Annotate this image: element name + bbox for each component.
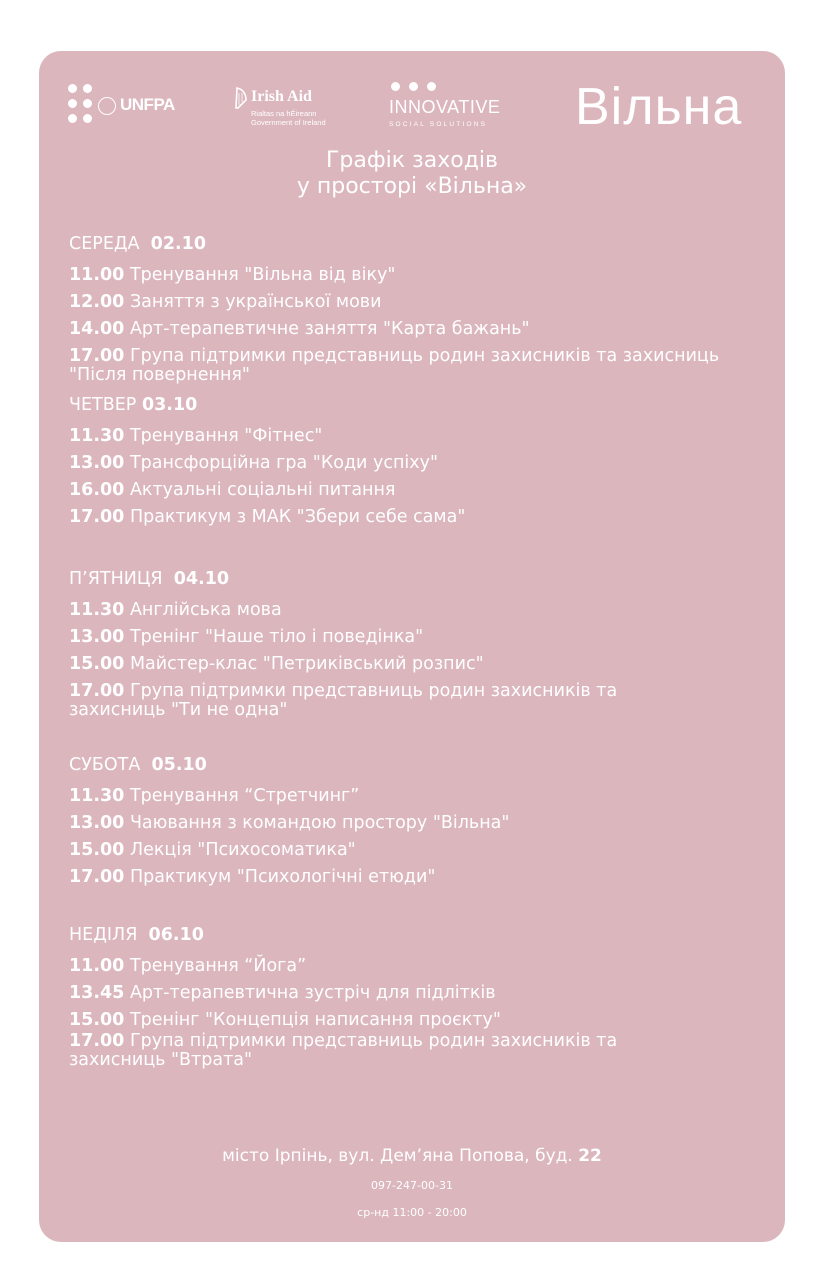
event-item: 17.00 Практикум "Психологічні етюди" [69, 867, 436, 887]
event-item: 17.00 Практикум з МАК "Збери себе сама" [69, 507, 466, 527]
event-item: 15.00 Тренінг "Концепція написання проєкту" [69, 1010, 501, 1030]
event-item: 16.00 Актуальні соціальні питання [69, 480, 396, 500]
event-item: 11.00 Тренування "Вільна від віку" [69, 265, 396, 285]
event-item: 15.00 Майстер-клас "Петриківський розпис" [69, 654, 484, 674]
harp-icon [234, 87, 248, 109]
phone-number: 097-247-00-31 [371, 1179, 453, 1192]
event-item: 13.00 Трансфорційна гра "Коди успіху" [69, 453, 439, 473]
opening-hours: ср-нд 11:00 - 20:00 [357, 1206, 467, 1219]
event-item: 11.00 Тренування “Йога” [69, 956, 307, 976]
title-line-2: у просторі «Вільна» [296, 174, 528, 199]
event-item: 13.00 Тренінг "Наше тіло і поведінка" [69, 627, 424, 647]
schedule-list [69, 235, 781, 1070]
unfpa-logo [68, 82, 173, 130]
event-item: 11.30 Англійська мова [69, 600, 282, 620]
innovative-social-solutions-logo [387, 82, 517, 132]
day-heading: ЧЕТВЕР 03.10 [69, 395, 198, 415]
day-heading: СЕРЕДА 02.10 [69, 234, 207, 254]
innovative-subtitle: SOCIAL SOLUTIONS [389, 121, 488, 128]
brand-logo: Вільна [575, 78, 743, 136]
event-item: 17.00 Група підтримки представниць родин захисників та захисниць "Ти не одна" [69, 681, 618, 720]
event-item: 13.45 Арт-терапевтична зустріч для підлітків [69, 983, 496, 1003]
event-item: 11.30 Тренування "Фітнес" [69, 426, 323, 446]
event-item: 17.00 Група підтримки представниць родин захисників та захисниць "Після повернення" [69, 346, 720, 385]
schedule-poster [39, 51, 785, 1242]
irish-aid-sub2: Government of Ireland [251, 118, 326, 127]
partner-logos [39, 51, 785, 161]
event-item: 11.30 Тренування “Стретчинг” [69, 786, 360, 806]
irish-aid-sub1: Rialtas na hÉireann [251, 109, 317, 118]
event-item: 13.00 Чаювання з командою простору "Вільна" [69, 813, 510, 833]
innovative-title: INNOVATIVE [389, 97, 501, 117]
day-block [69, 235, 781, 396]
day-block [69, 926, 781, 1070]
event-item: 12.00 Заняття з української мови [69, 292, 382, 312]
day-heading: П’ЯТНИЦЯ 04.10 [69, 569, 230, 589]
day-heading: СУБОТА 05.10 [69, 755, 207, 775]
page-title [39, 148, 785, 200]
un-emblem-icon [98, 97, 116, 115]
day-block [69, 756, 781, 926]
event-item: 15.00 Лекція "Психосоматика" [69, 840, 356, 860]
day-heading: НЕДІЛЯ 06.10 [69, 925, 204, 945]
address: місто Ірпінь, вул. Дем’яна Попова, буд. 22 [222, 1146, 602, 1166]
event-item: 17.00 Група підтримки представниць родин захисників та захисниць "Втрата" [69, 1031, 618, 1070]
unfpa-text: UNFPA [120, 95, 175, 114]
title-line-1: Графік заходів [325, 148, 498, 173]
day-block [69, 570, 781, 756]
day-block [69, 396, 781, 570]
irish-aid-logo [234, 85, 329, 135]
irish-aid-subtitle [251, 109, 326, 127]
irish-aid-title: Irish Aid [251, 88, 312, 105]
event-item: 14.00 Арт-терапевтичне заняття "Карта бажань" [69, 319, 530, 339]
